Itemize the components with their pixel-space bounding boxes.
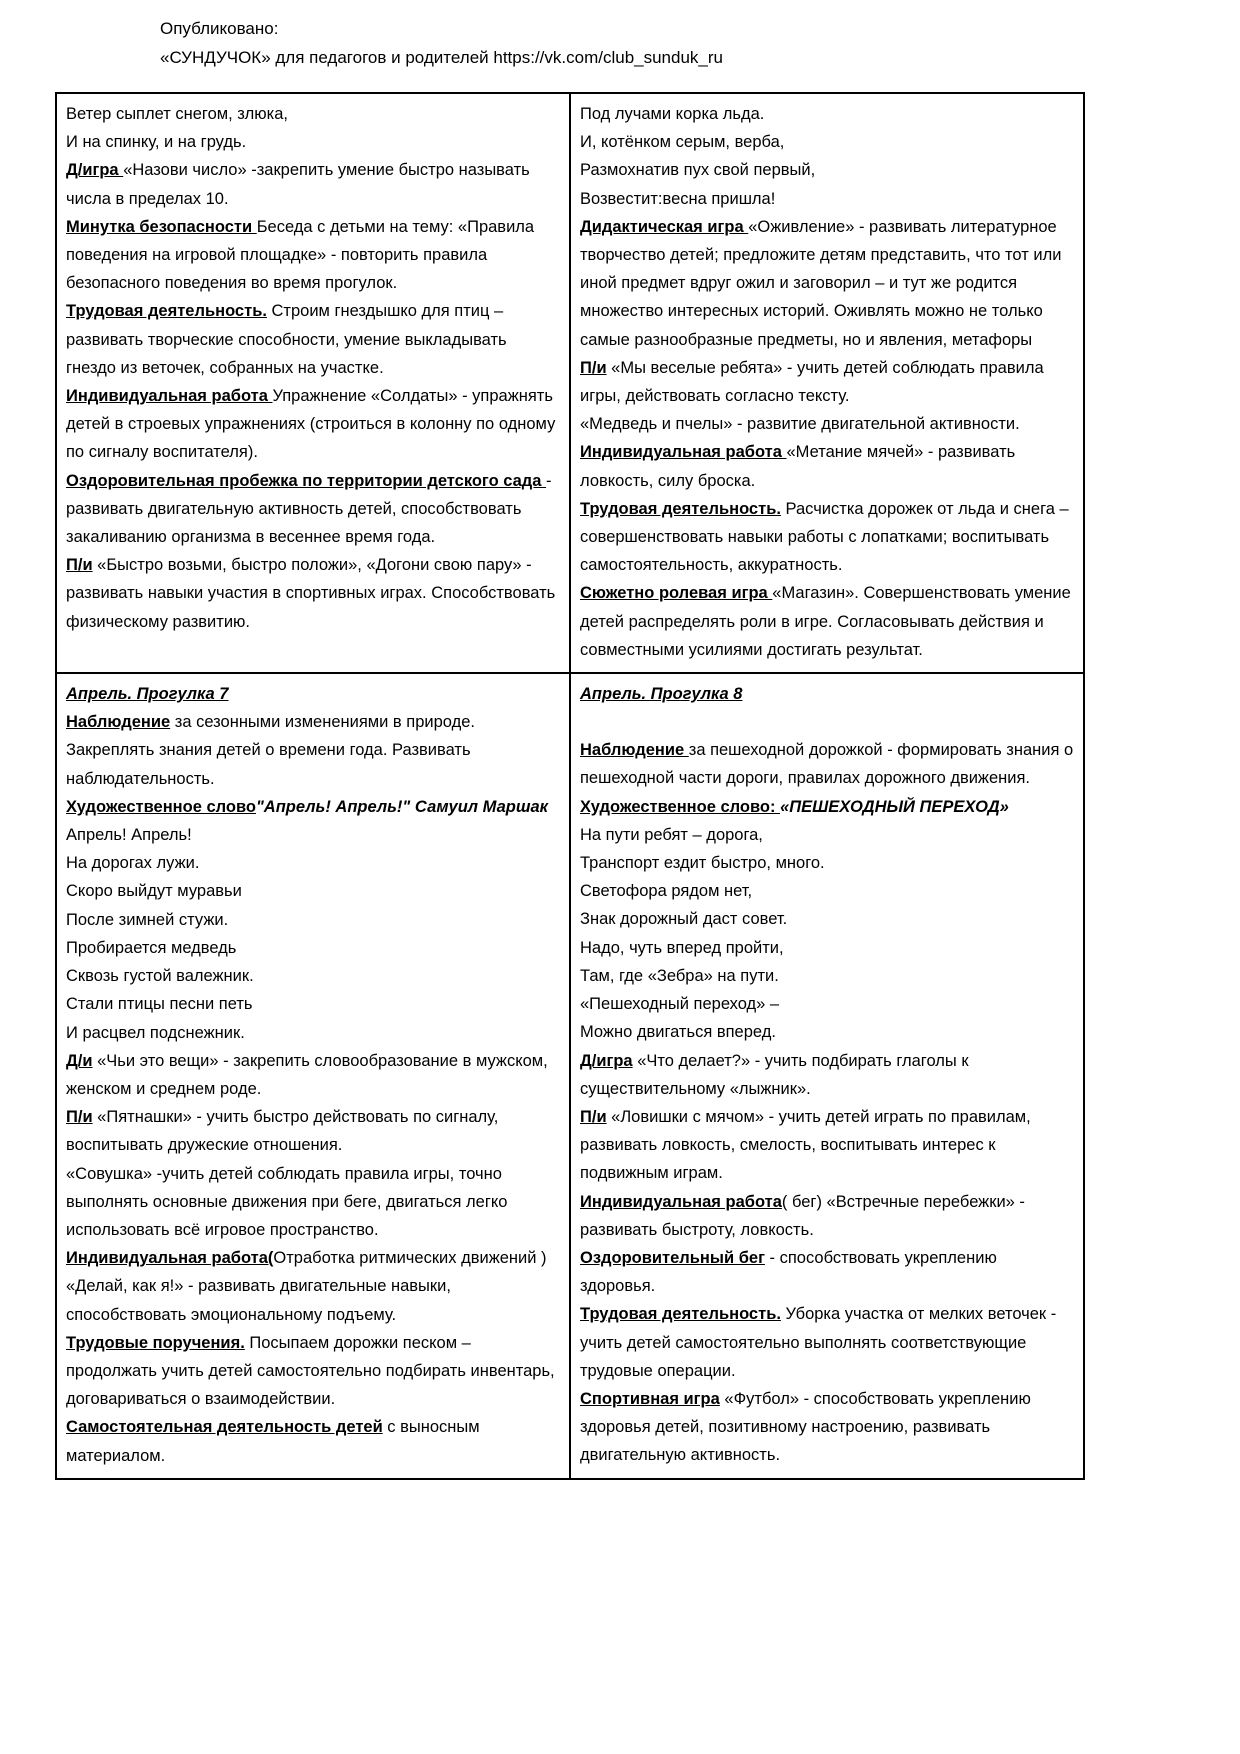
activity-text: Беседа с детьми на тему: «Правила поведения на игровой площадке» - повторить правила безопасного поведения во время прогулок. bbox=[66, 217, 535, 293]
text-paragraph: «Совушка» -учить детей соблюдать правила игры, точно выполнять основные движения при беге, двигаться легко использовать всё игровое пространство. bbox=[66, 1164, 508, 1239]
activity-text: «Назови число» -закрепить умение быстро называть числа в пределах 10. bbox=[66, 161, 530, 208]
publication-header bbox=[160, 14, 1060, 72]
activity-label: Индивидуальная работа( bbox=[66, 1249, 274, 1268]
activity-paragraph bbox=[66, 1244, 560, 1329]
text-paragraph: Знак дорожный даст совет. bbox=[580, 910, 788, 929]
text-paragraph: На пути ребят – дорога, bbox=[580, 825, 763, 844]
text-paragraph: Возвестит:весна пришла! bbox=[580, 189, 776, 208]
activity-paragraph bbox=[580, 579, 1074, 664]
text-paragraph: Апрель! Апрель! bbox=[66, 826, 192, 845]
table-row bbox=[56, 93, 1084, 673]
activity-label: Индивидуальная работа bbox=[580, 1192, 782, 1211]
activity-text: с выносным материалом. bbox=[66, 1418, 480, 1465]
activity-paragraph bbox=[580, 213, 1074, 354]
activity-label: Наблюдение bbox=[580, 741, 689, 760]
activity-text: «Пятнашки» - учить быстро действовать по сигналу, воспитывать дружеские отношения. bbox=[66, 1108, 499, 1155]
activity-text: за сезонными изменениями в природе. Закреплять знания детей о времени года. Развивать наблюдательность. bbox=[66, 713, 475, 788]
activity-text: - развивать двигательную активность детей, способствовать закаливанию организма в весеннее время года. bbox=[66, 471, 552, 547]
text-paragraph: После зимней стужи. bbox=[66, 910, 229, 929]
activity-text: Строим гнездышко для птиц – развивать творческие способности, умение выкладывать гнездо из веточек, собранных на участке. bbox=[66, 302, 507, 377]
walk-heading bbox=[66, 680, 560, 708]
publication-source: «СУНДУЧОК» для педагогов и родителей https://vk.com/club_sunduk_ru bbox=[160, 48, 723, 67]
activity-label: Д/игра bbox=[580, 1051, 633, 1070]
activity-text: «Ловишки с мячом» - учить детей играть по правилам, развивать ловкость, смелость, воспитывать интерес к подвижным играм. bbox=[580, 1107, 1031, 1183]
activity-label: Спортивная игра bbox=[580, 1389, 720, 1408]
text-paragraph: И, котёнком серым, верба, bbox=[580, 133, 785, 152]
activity-label: П/и bbox=[66, 556, 93, 575]
activity-paragraph bbox=[66, 156, 560, 212]
text-paragraph: Скоро выйдут муравьи bbox=[66, 882, 242, 901]
activity-label: Индивидуальная работа bbox=[580, 443, 787, 462]
activity-text: «Метание мячей» - развивать ловкость, силу броска. bbox=[580, 443, 1016, 490]
poem-title-paragraph bbox=[580, 793, 1074, 821]
activity-label: Сюжетно ролевая игра bbox=[580, 584, 773, 603]
text-paragraph: Размохнатив пух свой первый, bbox=[580, 161, 816, 180]
activity-paragraph bbox=[66, 708, 560, 793]
activity-label: Трудовая деятельность. bbox=[580, 1305, 781, 1324]
activity-text: Расчистка дорожек от льда и снега – совершенствовать навыки работы с лопатками; воспитывать самостоятельность, аккуратность. bbox=[580, 499, 1069, 575]
activity-text: Отработка ритмических движений ) «Делай, как я!» - развивать двигательные навыки, способствовать эмоциональному подъему. bbox=[66, 1249, 547, 1324]
text-paragraph: И расцвел подснежник. bbox=[66, 1023, 245, 1042]
activity-paragraph bbox=[580, 1103, 1074, 1188]
activity-text: Уборка участка от мелких веточек - учить детей самостоятельно выполнять соответствующие трудовые операции. bbox=[580, 1305, 1057, 1380]
activity-text: «Быстро возьми, быстро положи», «Догони свою пару» - развивать навыки участия в спортивных играх. Способствовать физическому развитию. bbox=[66, 556, 556, 631]
poem-label: Художественное слово bbox=[66, 797, 256, 816]
activity-label: Трудовые поручения. bbox=[66, 1333, 245, 1352]
activity-text: Посыпаем дорожки песком – продолжать учить детей самостоятельно подбирать инвентарь, договариваться о взаимодействии. bbox=[66, 1333, 555, 1409]
text-paragraph: «Медведь и пчелы» - развитие двигательной активности. bbox=[580, 415, 1020, 434]
activity-paragraph bbox=[580, 354, 1074, 410]
activity-paragraph bbox=[66, 382, 560, 467]
activity-text: за пешеходной дорожкой - формировать знания о пешеходной части дороги, правилах дорожного движения. bbox=[580, 741, 1074, 788]
text-paragraph: Надо, чуть вперед пройти, bbox=[580, 938, 784, 957]
activity-text: «Чьи это вещи» - закрепить словообразование в мужском, женском и среднем роде. bbox=[66, 1051, 548, 1098]
activity-paragraph bbox=[580, 438, 1074, 494]
cell-row2-right bbox=[570, 673, 1084, 1479]
text-paragraph: Там, где «Зебра» на пути. bbox=[580, 966, 779, 985]
text-paragraph: И на спинку, и на грудь. bbox=[66, 133, 247, 152]
activity-label: Оздоровительная пробежка по территории детского сада bbox=[66, 471, 547, 490]
activity-text: ( бег) «Встречные перебежки» - развивать быстроту, ловкость. bbox=[580, 1192, 1025, 1239]
activity-label: Д/игра bbox=[66, 161, 124, 180]
activity-paragraph bbox=[66, 1413, 560, 1469]
text-paragraph: На дорогах лужи. bbox=[66, 854, 200, 873]
text-paragraph: Сквозь густой валежник. bbox=[66, 967, 254, 986]
poem-label: Художественное слово: bbox=[580, 797, 781, 816]
activity-label: Трудовая деятельность. bbox=[66, 302, 267, 321]
text-paragraph: Пробирается медведь bbox=[66, 938, 237, 957]
activity-paragraph bbox=[580, 1188, 1074, 1244]
activity-label: Трудовая деятельность. bbox=[580, 499, 781, 518]
table-row bbox=[56, 673, 1084, 1479]
activity-label: П/и bbox=[580, 358, 607, 377]
activity-label: Минутка безопасности bbox=[66, 217, 257, 236]
text-paragraph: «Пешеходный переход» – bbox=[580, 995, 780, 1014]
cell-row2-left bbox=[56, 673, 570, 1479]
text-paragraph: Под лучами корка льда. bbox=[580, 105, 765, 123]
activity-text: - способствовать укреплению здоровья. bbox=[580, 1248, 997, 1296]
text-paragraph: Можно двигаться вперед. bbox=[580, 1023, 776, 1042]
activity-paragraph bbox=[66, 1329, 560, 1414]
text-paragraph: Транспорт ездит быстро, много. bbox=[580, 854, 825, 873]
activity-paragraph bbox=[580, 1385, 1074, 1470]
poem-title-text: "Апрель! Апрель!" Самуил Маршак bbox=[255, 797, 549, 816]
text-paragraph: Стали птицы песни петь bbox=[66, 995, 253, 1014]
activity-label: Наблюдение bbox=[66, 713, 171, 732]
blank-line bbox=[580, 708, 1074, 736]
activity-text: «Мы веселые ребята» - учить детей соблюдать правила игры, действовать согласно тексту. bbox=[580, 358, 1044, 406]
activity-text: Упражнение «Солдаты» - упражнять детей в строевых упражнениях (строиться в колонну по одному по сигналу воспитателя). bbox=[66, 387, 556, 462]
walk-plan-table bbox=[55, 92, 1085, 1480]
activity-label: Д/и bbox=[66, 1051, 93, 1070]
published-label: Опубликовано: bbox=[160, 19, 279, 38]
activity-text: «Магазин». Совершенствовать умение детей распределять роли в игре. Согласовывать действия и совместными усилиями достигать результат. bbox=[580, 584, 1071, 659]
activity-paragraph bbox=[66, 551, 560, 636]
activity-paragraph bbox=[580, 1244, 1074, 1300]
walk-heading-text: Апрель. Прогулка 7 bbox=[66, 685, 229, 704]
table-body bbox=[56, 93, 1084, 1479]
activity-label: П/и bbox=[580, 1107, 607, 1126]
activity-text: «Футбол» - способствовать укреплению здоровья детей, позитивному настроению, развивать двигательную активность. bbox=[580, 1389, 1031, 1465]
activity-paragraph bbox=[66, 297, 560, 382]
activity-text: «Оживление» - развивать литературное творчество детей; предложите детям представить, что тот или иной предмет вдруг ожил и заговорил – и тут же родится множество интересных историй. Оживлять можно не только самые разнообразные предметы, но и явления, метафоры bbox=[580, 217, 1062, 349]
activity-text: «Что делает?» - учить подбирать глаголы к существительному «лыжник». bbox=[580, 1051, 969, 1098]
activity-paragraph bbox=[66, 1047, 560, 1103]
activity-label: Оздоровительный бег bbox=[580, 1248, 765, 1267]
activity-label: Дидактическая игра bbox=[580, 217, 749, 236]
activity-label: Индивидуальная работа bbox=[66, 387, 273, 406]
cell-row1-left bbox=[56, 93, 570, 673]
walk-heading-text: Апрель. Прогулка 8 bbox=[580, 685, 743, 704]
activity-label: Самостоятельная деятельность детей bbox=[66, 1418, 383, 1437]
activity-paragraph bbox=[580, 1300, 1074, 1385]
activity-paragraph bbox=[580, 495, 1074, 580]
activity-paragraph bbox=[66, 467, 560, 552]
walk-heading bbox=[580, 680, 1074, 708]
activity-label: П/и bbox=[66, 1108, 93, 1127]
activity-paragraph bbox=[580, 736, 1074, 792]
poem-title-paragraph bbox=[66, 793, 560, 821]
activity-paragraph bbox=[580, 1047, 1074, 1103]
activity-paragraph bbox=[66, 1103, 560, 1159]
text-paragraph: Ветер сыплет снегом, злюка, bbox=[66, 105, 288, 123]
poem-title-text: «ПЕШЕХОДНЫЙ ПЕРЕХОД» bbox=[780, 797, 1009, 816]
text-paragraph: Светофора рядом нет, bbox=[580, 882, 753, 901]
activity-paragraph bbox=[66, 213, 560, 298]
cell-row1-right bbox=[570, 93, 1084, 673]
